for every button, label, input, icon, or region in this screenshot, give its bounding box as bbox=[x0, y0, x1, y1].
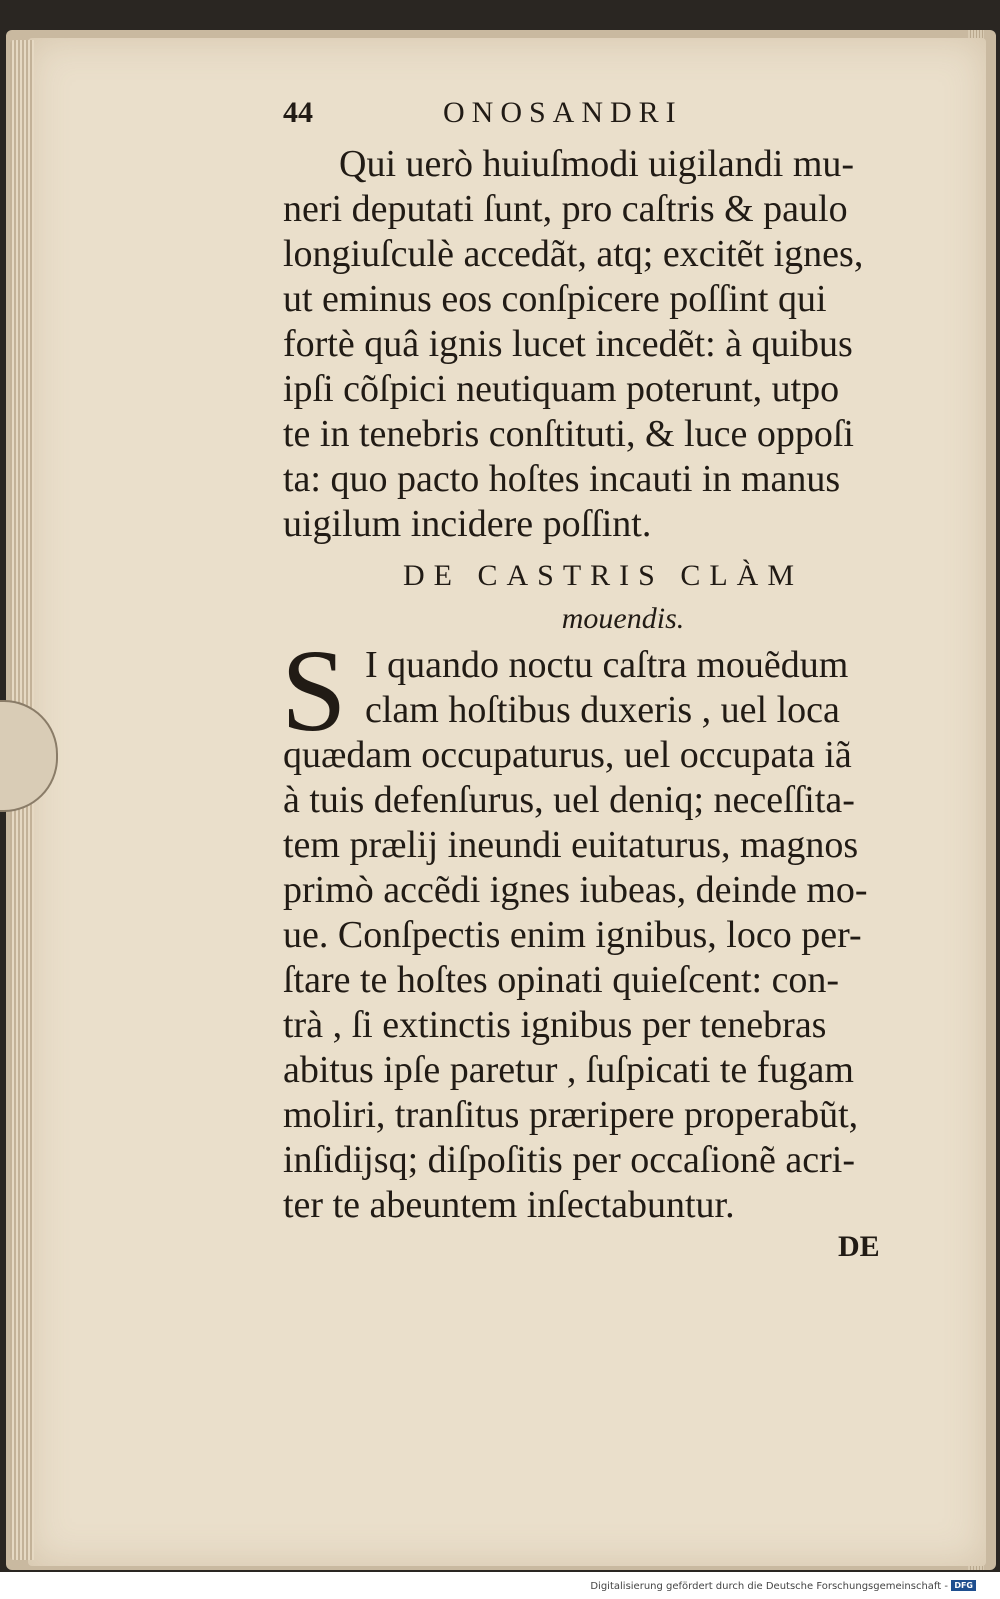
text-line: ter te abeuntem inſectabuntur. bbox=[283, 1184, 735, 1226]
text-line: à tuis defenſurus, uel deniq; neceſſita- bbox=[283, 779, 855, 821]
text-line: Qui uerò huiuſmodi uigilandi mu- bbox=[339, 143, 855, 185]
text-line: fortè quâ ignis lucet incedẽt: à quibus bbox=[283, 323, 853, 365]
text-line: ta: quo pacto hoſtes incauti in manus bbox=[283, 458, 841, 500]
text-line: quædam occupaturus, uel occupata iã bbox=[283, 734, 852, 776]
section-subheading: mouendis. bbox=[561, 602, 685, 635]
text-line: inſidijsq; diſpoſitis per occaſionẽ acri- bbox=[283, 1139, 855, 1181]
drop-cap: S bbox=[281, 625, 347, 756]
text-line: ut eminus eos conſpicere poſſint qui bbox=[283, 278, 827, 320]
paragraph-1 bbox=[283, 142, 923, 547]
text-line: abitus ipſe paretur , ſuſpicati te fugam bbox=[283, 1049, 854, 1091]
text-line: primò accẽdi ignes iubeas, deinde mo- bbox=[283, 869, 868, 911]
running-title: ONOSANDRI bbox=[443, 96, 683, 129]
text-line: clam hoſtibus duxeris , uel loca bbox=[365, 689, 840, 731]
text-line: ipſi cõſpici neutiquam poterunt, utpo bbox=[283, 368, 840, 410]
text-line: uigilum incidere poſſint. bbox=[283, 503, 652, 545]
text-line: longiuſculè accedãt, atq; excitẽt ignes, bbox=[283, 233, 864, 275]
page-text bbox=[283, 96, 923, 1228]
catchword: DE bbox=[838, 1230, 880, 1263]
page-number: 44 bbox=[283, 96, 313, 129]
text-line: ue. Conſpectis enim ignibus, loco per- bbox=[283, 914, 862, 956]
text-line: trà , ſi extinctis ignibus per tenebras bbox=[283, 1004, 827, 1046]
text-line: te in tenebris conſtituti, & luce oppoſi bbox=[283, 413, 854, 455]
text-line: I quando noctu caſtra mouẽdum bbox=[365, 644, 849, 686]
text-line: neri deputati ſunt, pro caſtris & paulo bbox=[283, 188, 848, 230]
text-line: tem prælij ineundi euitaturus, magnos bbox=[283, 824, 859, 866]
footer-bar bbox=[0, 1572, 1000, 1599]
running-head bbox=[283, 96, 923, 142]
text-line: ſtare te hoſtes opinati quieſcent: con- bbox=[283, 959, 840, 1001]
funding-notice: Digitalisierung gefördert durch die Deutsche Forschungsgemeinschaft - bbox=[590, 1581, 948, 1592]
section-heading: DE CASTRIS CLÀM bbox=[402, 559, 804, 592]
dfg-logo: DFG bbox=[951, 1580, 976, 1591]
text-line: moliri, tranſitus præripere properabũt, bbox=[283, 1094, 859, 1136]
paragraph-2 bbox=[281, 625, 923, 1228]
